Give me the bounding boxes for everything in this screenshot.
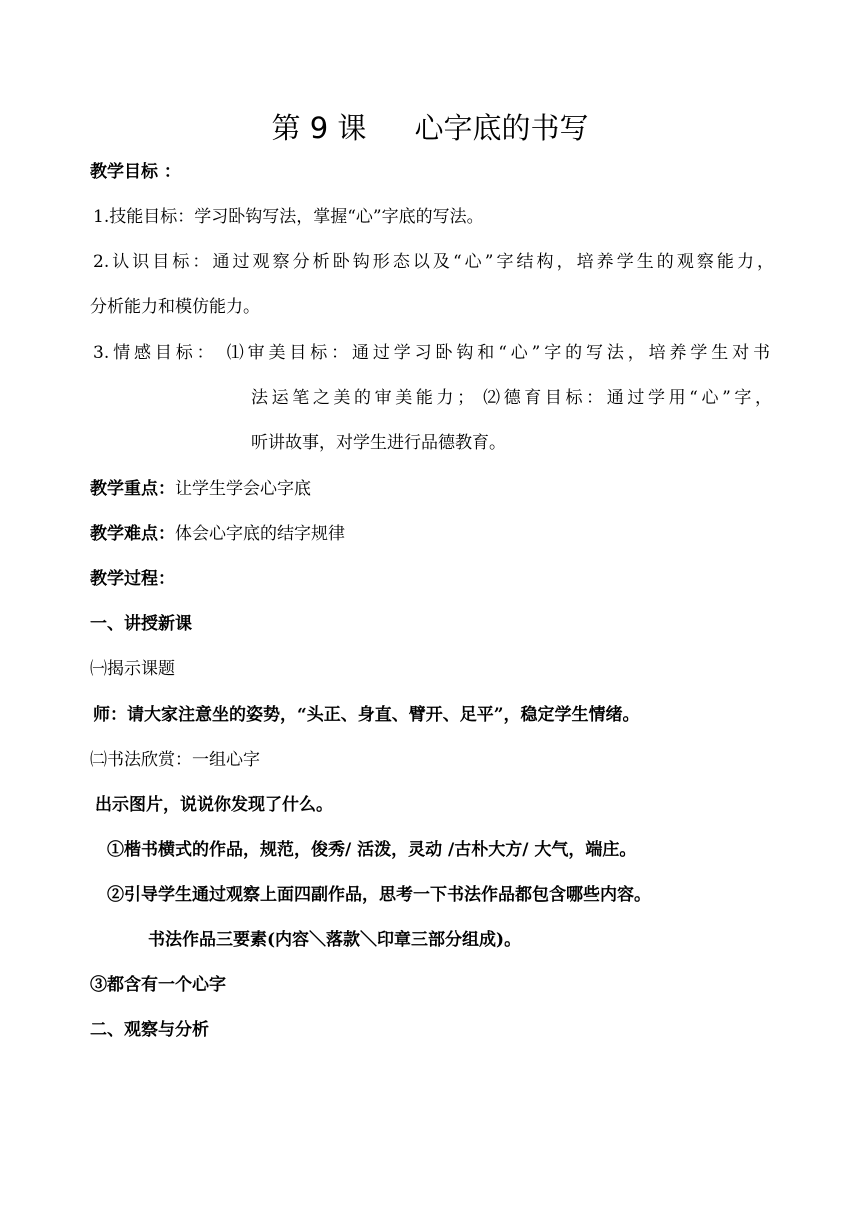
teacher-instruction: 师：请大家注意坐的姿势，“头正、身直、臂开、足平”，稳定学生情绪。 — [93, 705, 640, 725]
page-title — [0, 108, 860, 148]
difficulty-label: 教学难点： — [90, 524, 175, 544]
lesson-number: 第 9 课 — [271, 111, 367, 145]
difficulty-text: 体会心字底的结字规律 — [175, 524, 345, 544]
point-2: ②引导学生通过观察上面四副作品，思考一下书法作品都包含哪些内容。 — [107, 885, 651, 905]
key-point-text: 让学生学会心字底 — [175, 479, 311, 499]
objective-emotion-line-1: 3.情感目标： ⑴审美目标：通过学习卧钩和“心”字的写法，培养学生对书 — [93, 343, 770, 363]
point-3: ③都含有一个心字 — [90, 975, 226, 995]
point-1: ①楷书横式的作品，规范，俊秀/ 活泼，灵动 /古朴大方/ 大气，端庄。 — [107, 840, 637, 860]
process-heading: 教学过程： — [90, 569, 175, 589]
objective-emotion-line-2: 法运笔之美的审美能力； ⑵德育目标：通过学用“心”字， — [251, 388, 772, 408]
subsection-reveal-topic: ㈠揭示课题 — [90, 659, 175, 679]
objective-emotion-line-3: 听讲故事，对学生进行品德教育。 — [251, 433, 506, 453]
section-2-heading: 二、观察与分析 — [90, 1020, 209, 1040]
show-pictures-instruction: 出示图片，说说你发现了什么。 — [95, 795, 333, 815]
key-point-label: 教学重点： — [90, 479, 175, 499]
point-2-note: 书法作品三要素(内容＼落款＼印章三部分组成)。 — [148, 930, 522, 950]
objective-skill: 1.技能目标：学习卧钩写法，掌握“心”字底的写法。 — [93, 207, 484, 227]
difficulty — [90, 522, 345, 546]
objective-cognition-line-2: 分析能力和模仿能力。 — [90, 297, 260, 317]
section-1-heading: 一、讲授新课 — [90, 614, 192, 634]
subsection-calligraphy-appreciation: ㈡书法欣赏：一组心字 — [90, 750, 260, 770]
objective-cognition-line-1: 2.认识目标：通过观察分析卧钩形态以及“心”字结构，培养学生的观察能力， — [93, 252, 774, 272]
objectives-heading: 教学目标 ： — [90, 162, 181, 182]
key-point — [90, 477, 311, 501]
lesson-topic: 心字底的书写 — [414, 111, 589, 145]
